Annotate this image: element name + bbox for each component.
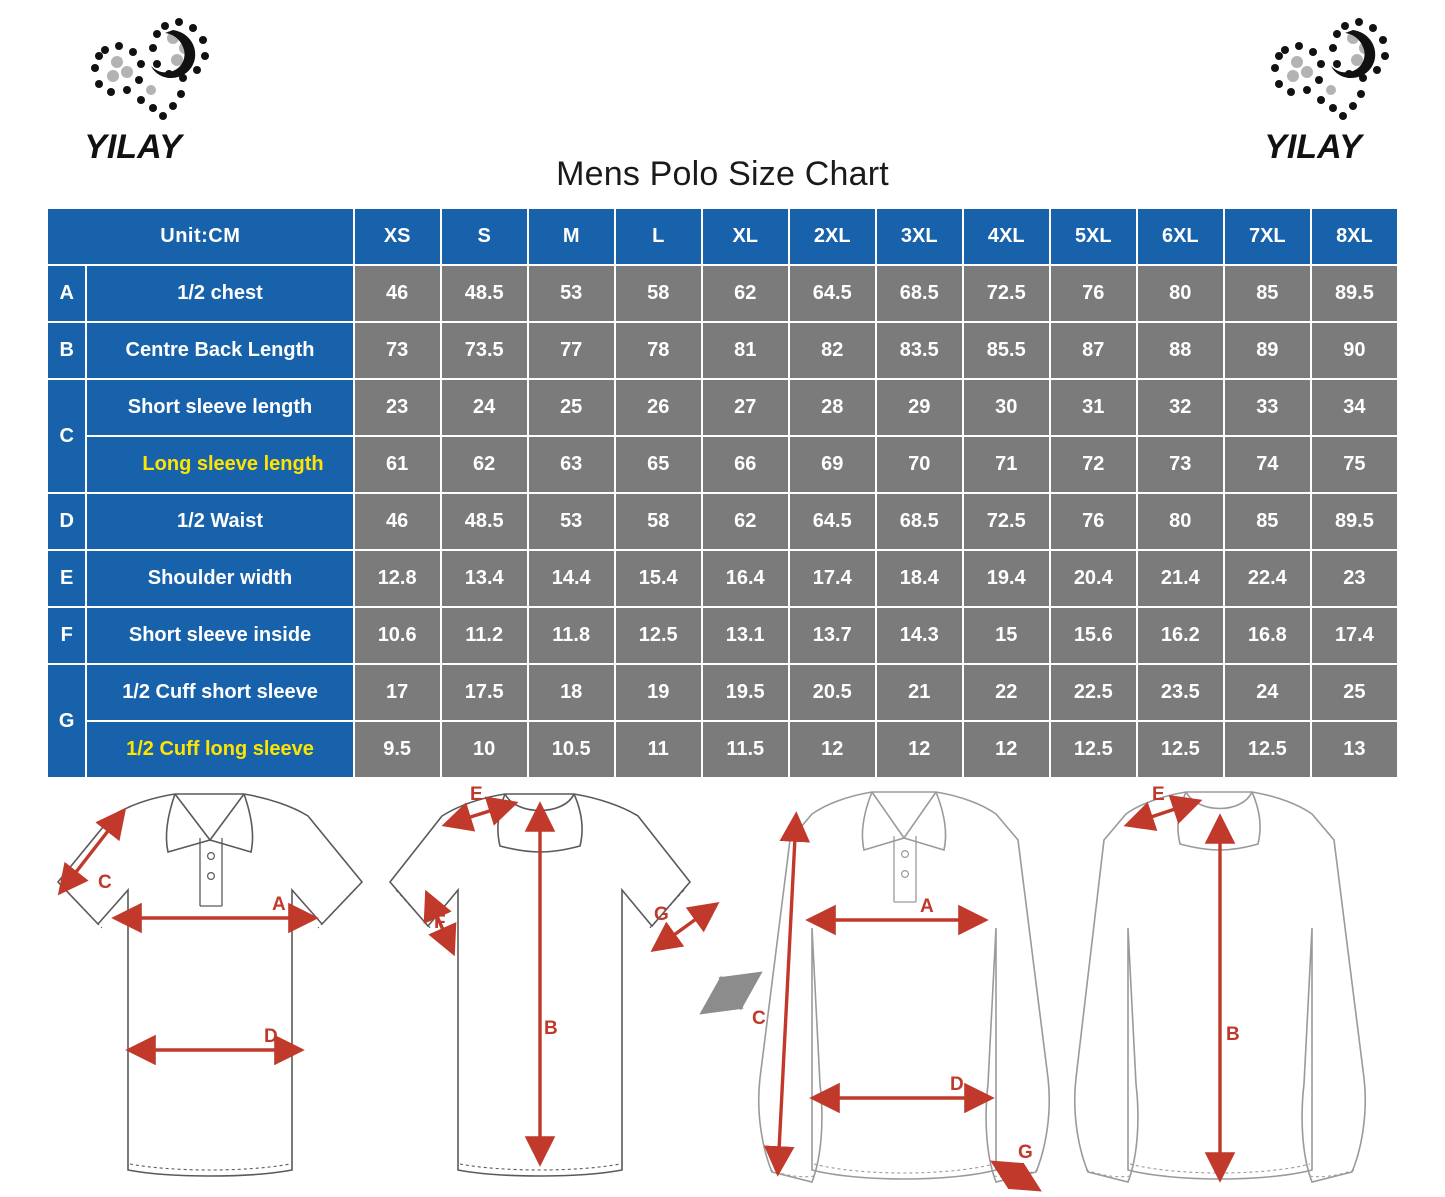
cell-value: 21.4 (1137, 550, 1224, 607)
cell-value: 13.1 (702, 607, 789, 664)
cell-value: 11.2 (441, 607, 528, 664)
row-letter: D (47, 493, 86, 550)
cell-value: 78 (615, 322, 702, 379)
brand-logo-left (45, 8, 225, 173)
cell-value: 71 (963, 436, 1050, 493)
cell-value: 80 (1137, 493, 1224, 550)
table-row (47, 721, 1398, 778)
cell-value: 53 (528, 265, 615, 322)
size-header-6xl: 6XL (1137, 208, 1224, 265)
cell-value: 24 (441, 379, 528, 436)
cell-value: 68.5 (876, 493, 963, 550)
cell-value: 12.8 (354, 550, 441, 607)
diagram-short-sleeve-front (58, 794, 362, 1176)
cell-value: 13 (1311, 721, 1398, 778)
cell-value: 12.5 (1224, 721, 1311, 778)
label-e-long-back: E (1152, 784, 1165, 805)
label-g-back: G (654, 904, 669, 925)
size-header-2xl: 2XL (789, 208, 876, 265)
size-header-3xl: 3XL (876, 208, 963, 265)
cell-value: 72.5 (963, 265, 1050, 322)
cell-value: 14.4 (528, 550, 615, 607)
cell-value: 23 (1311, 550, 1398, 607)
table-row (47, 664, 1398, 721)
cell-value: 73.5 (441, 322, 528, 379)
cell-value: 65 (615, 436, 702, 493)
cell-value: 17.5 (441, 664, 528, 721)
cell-value: 15.6 (1050, 607, 1137, 664)
size-header-4xl: 4XL (963, 208, 1050, 265)
cell-value: 72.5 (963, 493, 1050, 550)
cell-value: 19.4 (963, 550, 1050, 607)
cell-value: 33 (1224, 379, 1311, 436)
cell-value: 25 (1311, 664, 1398, 721)
row-letter: F (47, 607, 86, 664)
table-header-row (47, 208, 1398, 265)
cell-value: 74 (1224, 436, 1311, 493)
cell-value: 63 (528, 436, 615, 493)
row-label: Shoulder width (86, 550, 353, 607)
table-row (47, 265, 1398, 322)
cell-value: 66 (702, 436, 789, 493)
cell-value: 58 (615, 265, 702, 322)
cell-value: 70 (876, 436, 963, 493)
brand-logo-right (1225, 8, 1405, 173)
divider-arrow-icon (706, 976, 756, 1010)
cell-value: 29 (876, 379, 963, 436)
row-letter: G (47, 664, 86, 778)
cell-value: 58 (615, 493, 702, 550)
label-f-back: F (434, 912, 446, 933)
row-label: Long sleeve length (86, 436, 353, 493)
brand-name-left: YILAY (84, 128, 182, 166)
cell-value: 12.5 (615, 607, 702, 664)
cell-value: 18 (528, 664, 615, 721)
label-a-long-front: A (920, 896, 934, 917)
cell-value: 46 (354, 265, 441, 322)
cell-value: 77 (528, 322, 615, 379)
cell-value: 34 (1311, 379, 1398, 436)
label-d-long-front: D (950, 1074, 964, 1095)
label-b-long-back: B (1226, 1024, 1240, 1045)
cell-value: 9.5 (354, 721, 441, 778)
cell-value: 81 (702, 322, 789, 379)
cell-value: 48.5 (441, 265, 528, 322)
cell-value: 62 (702, 493, 789, 550)
row-letter: C (47, 379, 86, 493)
cell-value: 48.5 (441, 493, 528, 550)
unit-header: Unit:CM (47, 208, 354, 265)
table-row (47, 436, 1398, 493)
cell-value: 15 (963, 607, 1050, 664)
cell-value: 88 (1137, 322, 1224, 379)
cell-value: 83.5 (876, 322, 963, 379)
cell-value: 12 (876, 721, 963, 778)
cell-value: 76 (1050, 493, 1137, 550)
cell-value: 17.4 (1311, 607, 1398, 664)
brand-name-right: YILAY (1264, 128, 1362, 166)
size-header-7xl: 7XL (1224, 208, 1311, 265)
cell-value: 18.4 (876, 550, 963, 607)
cell-value: 80 (1137, 265, 1224, 322)
cell-value: 62 (702, 265, 789, 322)
cell-value: 76 (1050, 265, 1137, 322)
cell-value: 15.4 (615, 550, 702, 607)
cell-value: 17.4 (789, 550, 876, 607)
cell-value: 85 (1224, 265, 1311, 322)
table-row (47, 550, 1398, 607)
cell-value: 30 (963, 379, 1050, 436)
row-label: 1/2 Cuff long sleeve (86, 721, 353, 778)
size-header-8xl: 8XL (1311, 208, 1398, 265)
cell-value: 13.7 (789, 607, 876, 664)
cell-value: 62 (441, 436, 528, 493)
size-header-s: S (441, 208, 528, 265)
row-label: Short sleeve inside (86, 607, 353, 664)
label-c-front: C (98, 872, 112, 893)
table-row (47, 379, 1398, 436)
cell-value: 69 (789, 436, 876, 493)
cell-value: 11 (615, 721, 702, 778)
cell-value: 89.5 (1311, 265, 1398, 322)
cell-value: 16.2 (1137, 607, 1224, 664)
cell-value: 11.5 (702, 721, 789, 778)
cell-value: 31 (1050, 379, 1137, 436)
label-g-long-front: G (1018, 1142, 1033, 1163)
label-a-front: A (272, 894, 286, 915)
cell-value: 14.3 (876, 607, 963, 664)
cell-value: 17 (354, 664, 441, 721)
cell-value: 28 (789, 379, 876, 436)
cell-value: 16.4 (702, 550, 789, 607)
label-e-back: E (470, 784, 483, 805)
row-label: 1/2 Cuff short sleeve (86, 664, 353, 721)
size-chart-table (46, 207, 1399, 779)
cell-value: 23 (354, 379, 441, 436)
cell-value: 32 (1137, 379, 1224, 436)
cell-value: 89 (1224, 322, 1311, 379)
cell-value: 27 (702, 379, 789, 436)
cell-value: 12.5 (1050, 721, 1137, 778)
page-title: Mens Polo Size Chart (556, 155, 889, 193)
cell-value: 82 (789, 322, 876, 379)
cell-value: 22.4 (1224, 550, 1311, 607)
cell-value: 10 (441, 721, 528, 778)
cell-value: 64.5 (789, 493, 876, 550)
cell-value: 20.5 (789, 664, 876, 721)
row-letter: E (47, 550, 86, 607)
cell-value: 72 (1050, 436, 1137, 493)
cell-value: 64.5 (789, 265, 876, 322)
cell-value: 24 (1224, 664, 1311, 721)
label-b-back: B (544, 1018, 558, 1039)
cell-value: 23.5 (1137, 664, 1224, 721)
cell-value: 19 (615, 664, 702, 721)
cell-value: 22 (963, 664, 1050, 721)
row-label: Centre Back Length (86, 322, 353, 379)
row-letter: B (47, 322, 86, 379)
cell-value: 19.5 (702, 664, 789, 721)
cell-value: 13.4 (441, 550, 528, 607)
label-c-long-front: C (752, 1008, 766, 1029)
cell-value: 68.5 (876, 265, 963, 322)
cell-value: 26 (615, 379, 702, 436)
cell-value: 75 (1311, 436, 1398, 493)
size-header-5xl: 5XL (1050, 208, 1137, 265)
cell-value: 25 (528, 379, 615, 436)
label-d-front: D (264, 1026, 278, 1047)
row-label: Short sleeve length (86, 379, 353, 436)
cell-value: 20.4 (1050, 550, 1137, 607)
cell-value: 73 (354, 322, 441, 379)
cell-value: 46 (354, 493, 441, 550)
row-label: 1/2 Waist (86, 493, 353, 550)
cell-value: 12.5 (1137, 721, 1224, 778)
cell-value: 12 (963, 721, 1050, 778)
cell-value: 85 (1224, 493, 1311, 550)
cell-value: 16.8 (1224, 607, 1311, 664)
cell-value: 10.5 (528, 721, 615, 778)
cell-value: 87 (1050, 322, 1137, 379)
diagram-long-sleeve-front (759, 792, 1050, 1182)
table-row (47, 607, 1398, 664)
cell-value: 53 (528, 493, 615, 550)
row-letter: A (47, 265, 86, 322)
cell-value: 12 (789, 721, 876, 778)
row-label: 1/2 chest (86, 265, 353, 322)
cell-value: 21 (876, 664, 963, 721)
cell-value: 10.6 (354, 607, 441, 664)
cell-value: 11.8 (528, 607, 615, 664)
cell-value: 61 (354, 436, 441, 493)
table-row (47, 322, 1398, 379)
table-row (47, 493, 1398, 550)
cell-value: 89.5 (1311, 493, 1398, 550)
cell-value: 85.5 (963, 322, 1050, 379)
size-header-m: M (528, 208, 615, 265)
size-header-l: L (615, 208, 702, 265)
cell-value: 73 (1137, 436, 1224, 493)
cell-value: 22.5 (1050, 664, 1137, 721)
size-header-xl: XL (702, 208, 789, 265)
measurement-diagrams (0, 778, 1445, 1197)
cell-value: 90 (1311, 322, 1398, 379)
size-chart-table-container (46, 207, 1399, 779)
size-header-xs: XS (354, 208, 441, 265)
